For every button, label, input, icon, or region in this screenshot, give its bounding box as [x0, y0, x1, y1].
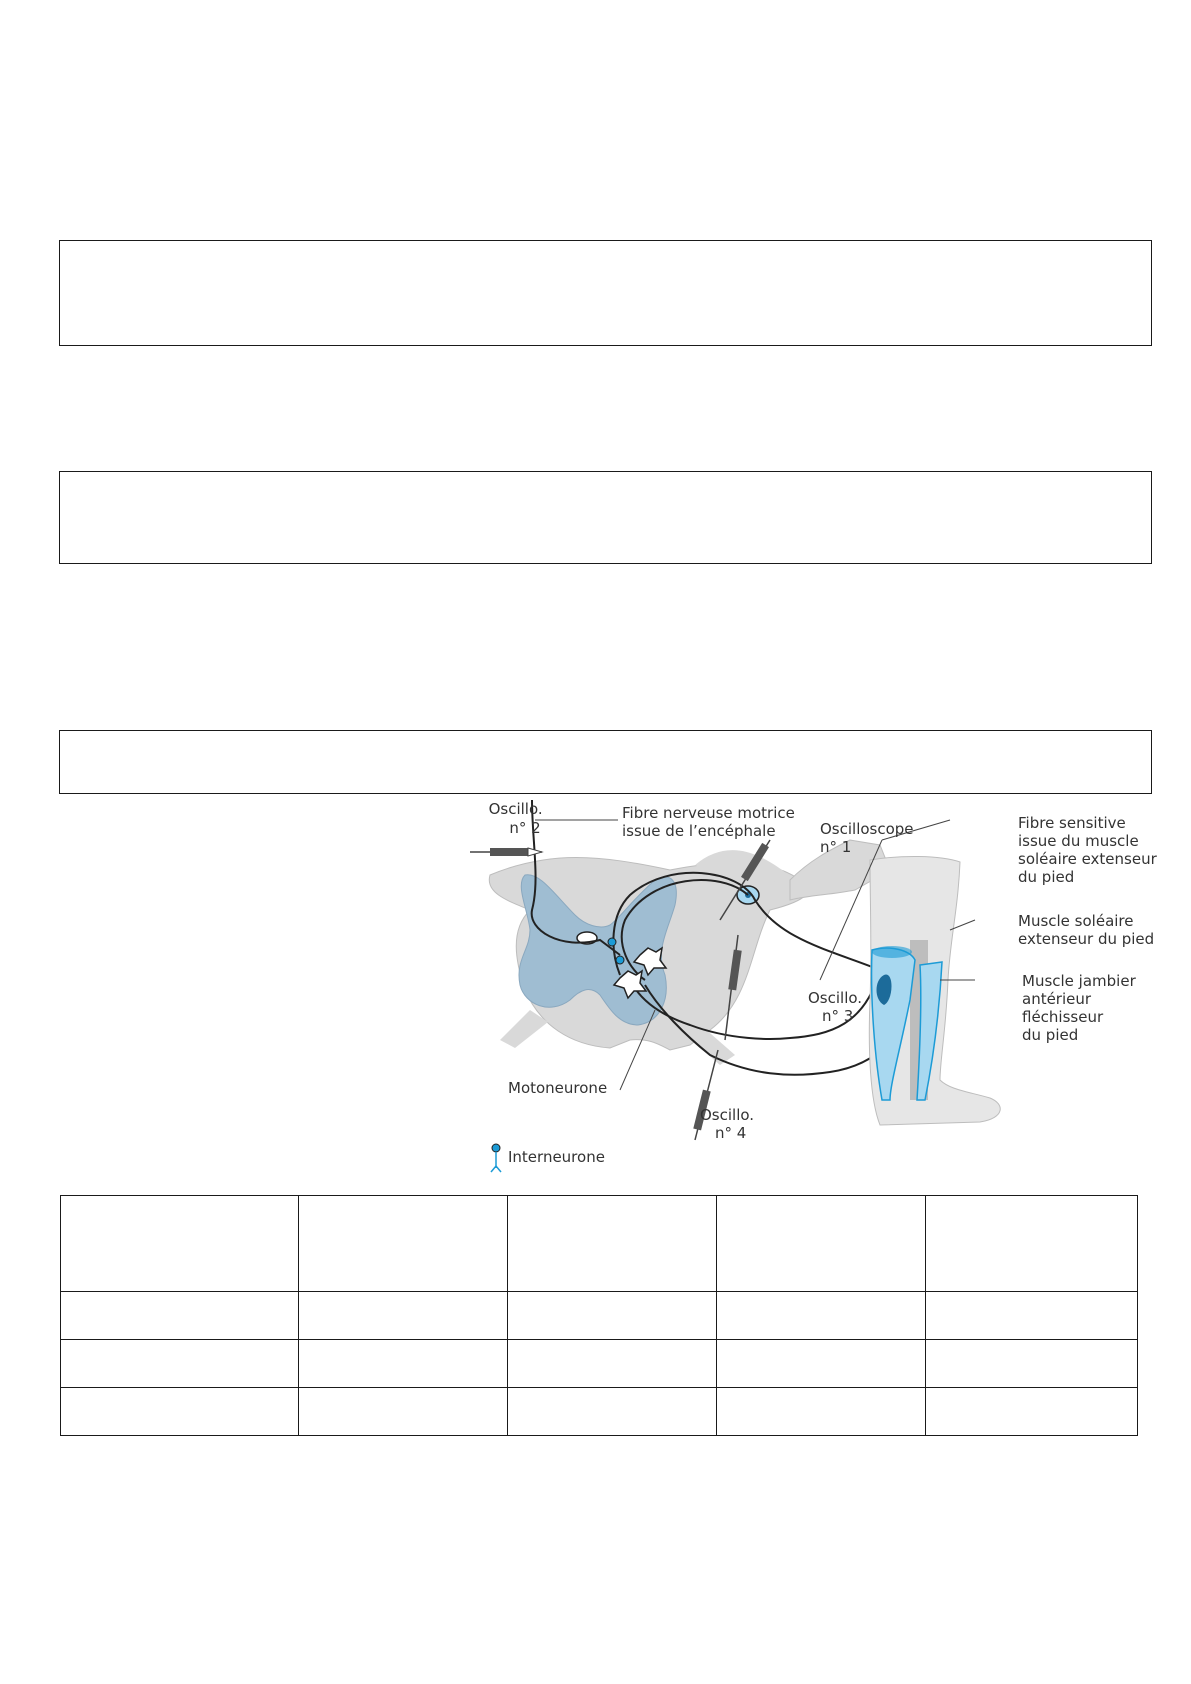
table-cell[interactable] [299, 1340, 508, 1388]
table-cell[interactable] [299, 1388, 508, 1436]
table-row [61, 1196, 1138, 1292]
table-row [61, 1292, 1138, 1340]
table-row [61, 1388, 1138, 1436]
table-cell[interactable] [717, 1196, 926, 1292]
tibialis-muscle-label: Muscle jambier antérieur fléchisseur du pied [1022, 972, 1136, 1044]
answer-box-3[interactable] [59, 730, 1152, 794]
table-cell[interactable] [508, 1292, 717, 1340]
interneuron-legend-icon [491, 1144, 501, 1172]
oscillo-4-label: Oscillo. n° 4 [700, 1106, 755, 1142]
table-cell[interactable] [508, 1340, 717, 1388]
oscillo-2-probe [470, 848, 542, 856]
table-cell[interactable] [926, 1292, 1138, 1340]
table-cell[interactable] [299, 1196, 508, 1292]
table-cell[interactable] [61, 1196, 299, 1292]
table-cell[interactable] [717, 1388, 926, 1436]
table-cell[interactable] [299, 1292, 508, 1340]
answer-box-1[interactable] [59, 240, 1152, 346]
interneuron-2 [616, 956, 624, 964]
answer-box-2[interactable] [59, 471, 1152, 564]
table-cell[interactable] [508, 1196, 717, 1292]
interneuron-1 [608, 938, 616, 946]
table-cell[interactable] [61, 1292, 299, 1340]
table-cell[interactable] [926, 1388, 1138, 1436]
table-cell[interactable] [926, 1196, 1138, 1292]
sensory-fiber-label: Fibre sensitive issue du muscle soléaire extenseur du pied [1018, 814, 1157, 886]
oscilloscope-1-label: Oscilloscope n° 1 [820, 820, 914, 856]
table-cell[interactable] [717, 1340, 926, 1388]
table-cell[interactable] [717, 1292, 926, 1340]
table-row [61, 1340, 1138, 1388]
motoneuron-label: Motoneurone [508, 1079, 608, 1097]
oscillo-2-label: Oscillo. n° 2 [488, 800, 543, 837]
table-cell[interactable] [61, 1388, 299, 1436]
reflex-arc-diagram [470, 800, 1170, 1175]
motor-fiber-label: Fibre nerveuse motrice issue de l’encéphale [622, 804, 795, 840]
soleus-muscle-label: Muscle soléaire extenseur du pied [1018, 912, 1155, 948]
table-cell[interactable] [508, 1388, 717, 1436]
table-cell[interactable] [926, 1340, 1138, 1388]
table-cell[interactable] [61, 1340, 299, 1388]
interneuron-legend-label: Interneurone [508, 1148, 605, 1166]
oscillo-3-label: Oscillo. n° 3 [808, 989, 863, 1025]
results-table [60, 1195, 1138, 1436]
